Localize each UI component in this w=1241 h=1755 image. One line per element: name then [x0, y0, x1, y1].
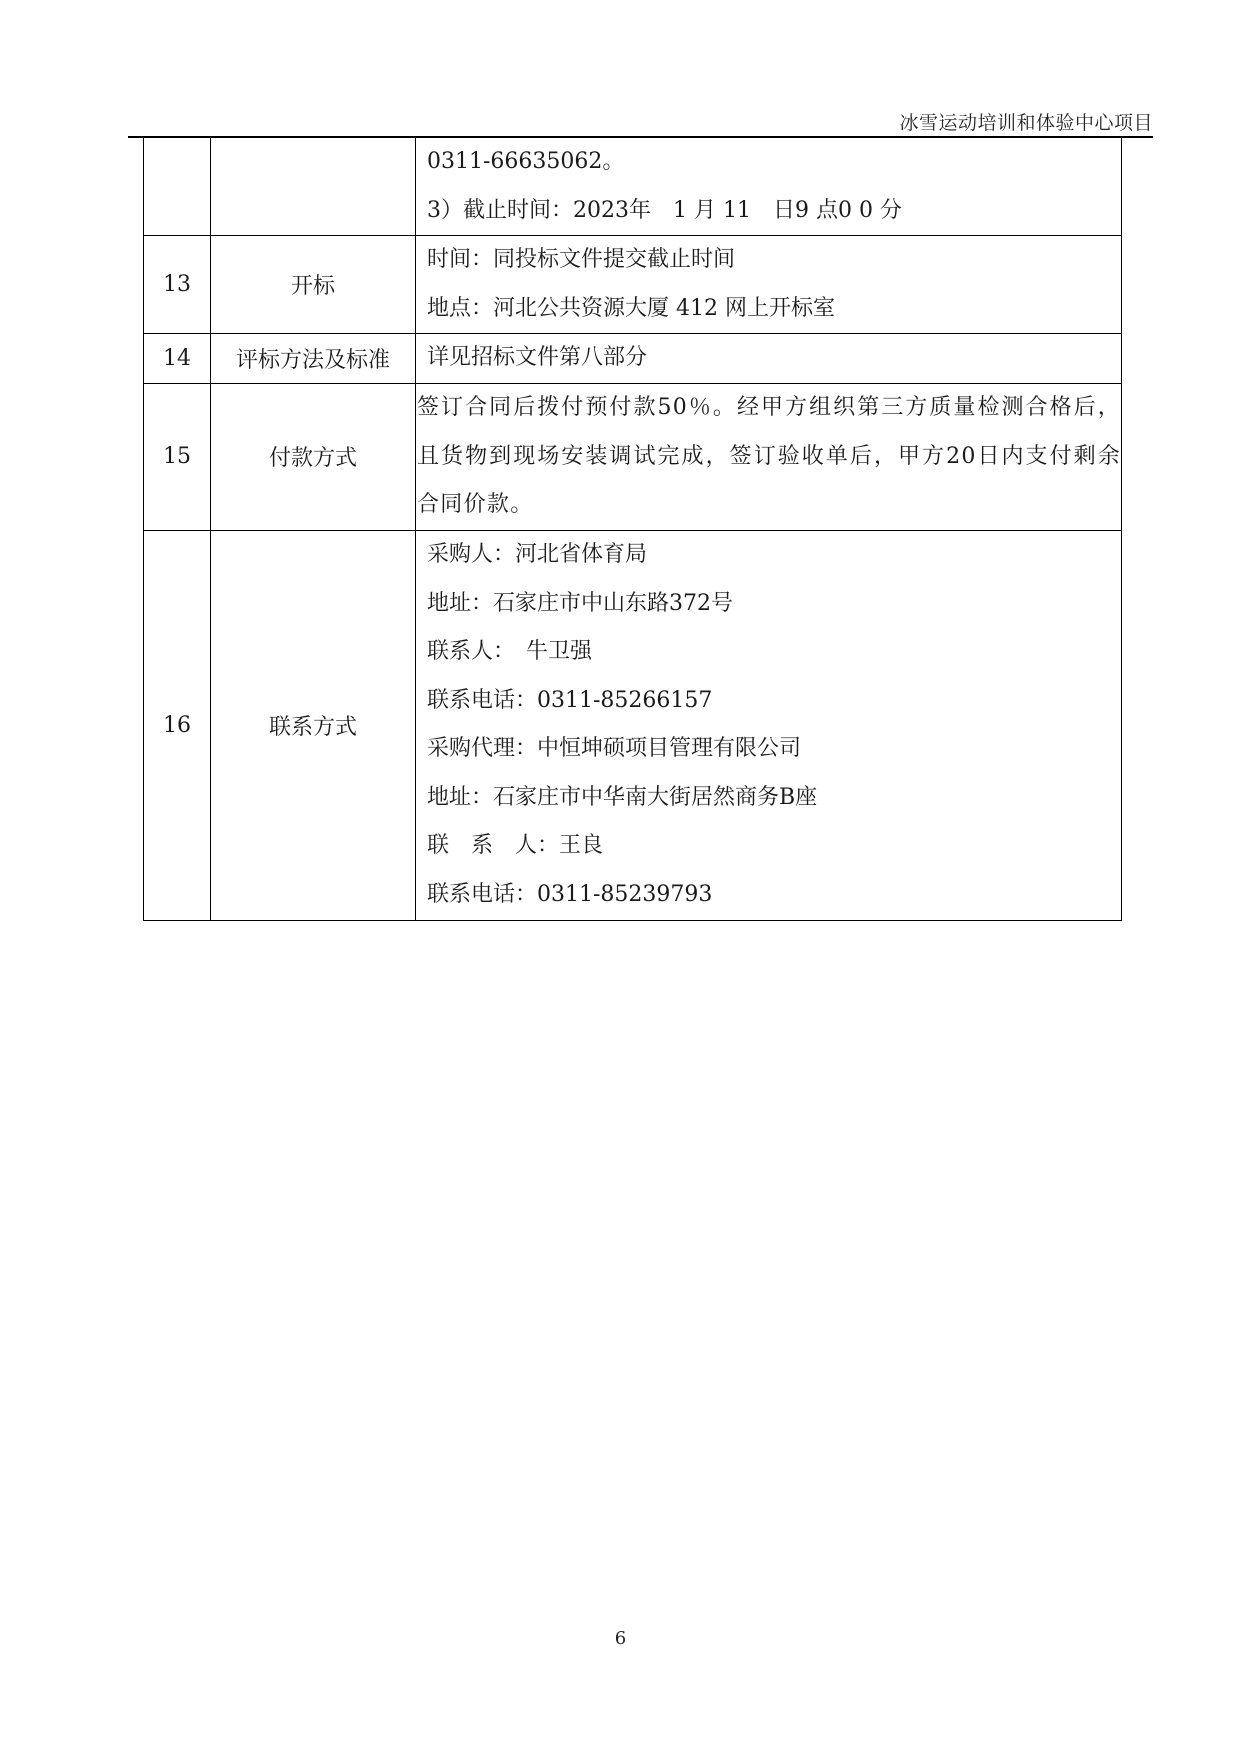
row-item-cell: 联系方式	[211, 530, 416, 920]
row-number-cell: 14	[144, 334, 211, 384]
table-row	[144, 236, 1122, 334]
table-row	[144, 334, 1122, 384]
content-line: 联系人： 牛卫强	[427, 639, 593, 664]
row-number-cell: 15	[144, 384, 211, 531]
row-number-cell	[144, 138, 211, 236]
content-line: 地址：石家庄市中华南大街居然商务B座	[427, 784, 818, 810]
document-header-title: 冰雪运动培训和体验中心项目	[899, 112, 1153, 134]
content-line: 地点：河北公共资源大厦 412 网上开标室	[427, 295, 835, 321]
row-content-cell	[416, 384, 1122, 531]
row-item-cell: 付款方式	[211, 384, 416, 531]
content-line: 采购人：河北省体育局	[427, 542, 648, 567]
row-item-cell	[211, 138, 416, 236]
content-line: 时间：同投标文件提交截止时间	[427, 247, 736, 272]
tender-info-table	[143, 137, 1122, 921]
row-content-cell	[416, 138, 1122, 236]
row-item-cell: 开标	[211, 236, 416, 334]
table-row	[144, 138, 1122, 236]
row-content-cell	[416, 530, 1122, 920]
table-row	[144, 384, 1122, 531]
content-line: 3）截止时间：2023年 1 月 11 日9 点0 0 分	[427, 197, 902, 223]
table-row	[144, 530, 1122, 920]
row-item-cell: 评标方法及标准	[211, 334, 416, 384]
content-line: 联 系 人：王良	[427, 833, 604, 858]
content-line: 地址：石家庄市中山东路372号	[427, 590, 733, 616]
row-number-cell: 16	[144, 530, 211, 920]
content-line: 联系电话：0311-85266157	[427, 687, 713, 713]
content-line: 0311-66635062。	[427, 149, 625, 174]
content-line: 详见招标文件第八部分	[427, 345, 648, 371]
row-number-cell: 13	[144, 236, 211, 334]
page-number: 6	[614, 1628, 627, 1649]
payment-terms-paragraph: 签订合同后拨付预付款50％。经甲方组织第三方质量检测合格后，且货物到现场安装调试完成，签订验收单后，甲方20日内支付剩余合同价款。	[417, 395, 1121, 517]
row-content-cell	[416, 334, 1122, 384]
content-line: 采购代理：中恒坤硕项目管理有限公司	[427, 736, 802, 761]
content-line: 联系电话：0311-85239793	[427, 881, 713, 907]
row-content-cell	[416, 236, 1122, 334]
